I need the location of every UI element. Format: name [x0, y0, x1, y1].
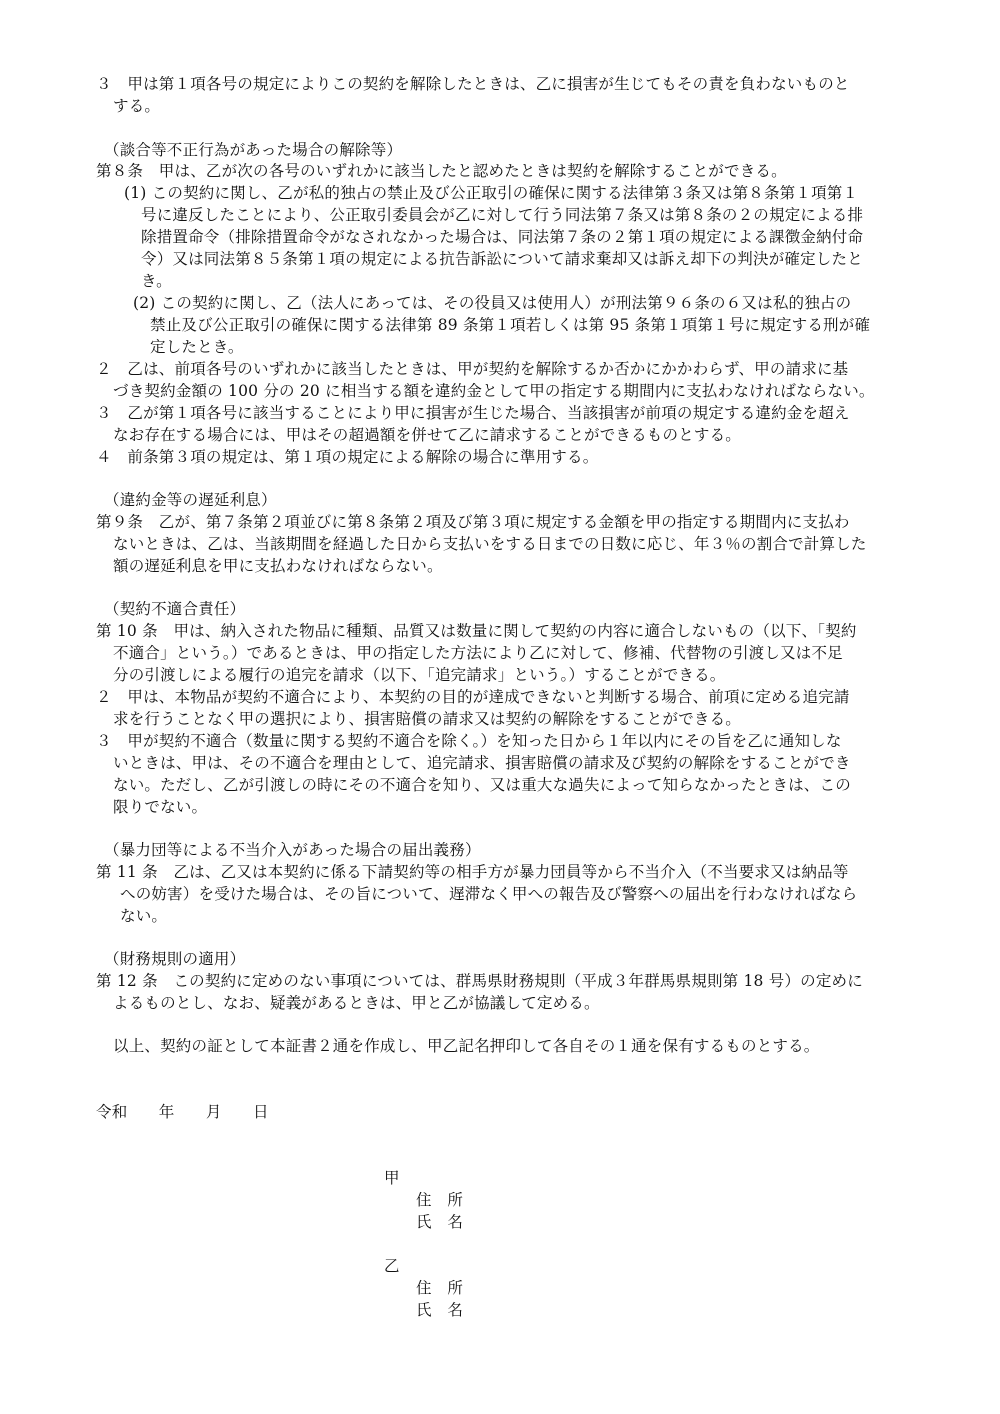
clause-10-paragraph-3: ３ 甲が契約不適合（数量に関する契約不適合を除く。）を知った日から１年以内にその旨を乙に通知しな [96, 732, 842, 750]
clause-7-paragraph-3-cont: する。 [113, 97, 161, 115]
clause-10-paragraph-3-cont: いときは、甲は、その不適合を理由として、追完請求、損害賠償の請求及び契約の解除をすることができ [113, 754, 851, 772]
clause-8-item-1: (1) この契約に関し、乙が私的独占の禁止及び公正取引の確保に関する法律第３条又は第８条第１項第１ [124, 184, 859, 202]
party-a-address-label: 住 所 [416, 1191, 464, 1209]
clause-10-text-cont: 分の引渡しによる履行の追完を請求（以下、「追完請求」という。）することができる。 [113, 666, 726, 684]
clause-10-paragraph-3-cont: ない。ただし、乙が引渡しの時にその不適合を知り、又は重大な過失によって知らなかったときは、この [113, 776, 851, 794]
party-b-address-label: 住 所 [416, 1279, 464, 1297]
clause-11-text-cont: ない。 [120, 907, 168, 925]
clause-8-paragraph-3: ３ 乙が第１項各号に該当することにより甲に損害が生じた場合、当該損害が前項の規定する違約金を超え [96, 404, 850, 422]
party-b-label: 乙 [384, 1257, 400, 1275]
clause-8-paragraph-2-cont: づき契約金額の 100 分の 20 に相当する額を違約金として甲の指定する期間内に支払わなければならない。 [113, 382, 875, 400]
clause-8-item-2: (2) この契約に関し、乙（法人にあっては、その役員又は使用人）が刑法第９６条の６又は私的独占の [133, 294, 852, 312]
clause-9-text-cont: ないときは、乙は、当該期間を経過した日から支払いをする日までの日数に応じ、年３％の割合で計算した [113, 535, 867, 553]
clause-11-heading: （暴力団等による不当介入があった場合の届出義務） [104, 841, 481, 859]
party-a-name-label: 氏 名 [416, 1213, 464, 1231]
clause-8-paragraph-2: ２ 乙は、前項各号のいずれかに該当したときは、甲が契約を解除するか否かにかかわらず、甲の請求に基 [96, 360, 849, 378]
clause-8-item-1-cont: 令）又は同法第８５条第１項の規定による抗告訴訟について請求棄却又は訴え却下の判決が確定したと [141, 250, 863, 268]
clause-8-item-1-cont: き。 [141, 272, 172, 290]
date-line: 令和 年 月 日 [96, 1103, 269, 1121]
clause-10-paragraph-2-cont: 求を行うことなく甲の選択により、損害賠償の請求又は契約の解除をすることができる。 [113, 710, 742, 728]
clause-11-text: 第 11 条 乙は、乙又は本契約に係る下請契約等の相手方が暴力団員等から不当介入（不当要求又は納品等 [96, 863, 849, 881]
clause-9-text: 第９条 乙が、第７条第２項並びに第８条第２項及び第３項に規定する金額を甲の指定する期間内に支払わ [96, 513, 850, 531]
clause-8-paragraph-3-cont: なお存在する場合には、甲はその超過額を併せて乙に請求することができるものとする。 [113, 426, 742, 444]
clause-8-item-2-cont: 禁止及び公正取引の確保に関する法律第 89 条第１項若しくは第 95 条第１項第１号に規定する刑が確 [150, 316, 871, 334]
clause-9-heading: （違約金等の遅延利息） [104, 491, 277, 509]
clause-12-text-cont: よるものとし、なお、疑義があるときは、甲と乙が協議して定める。 [113, 994, 600, 1012]
clause-8-text: 第８条 甲は、乙が次の各号のいずれかに該当したと認めたときは契約を解除することができる。 [96, 162, 787, 180]
clause-8-paragraph-4: ４ 前条第３項の規定は、第１項の規定による解除の場合に準用する。 [96, 448, 599, 466]
clause-10-text: 第 10 条 甲は、納入された物品に種類、品質又は数量に関して契約の内容に適合しないもの（以下、「契約 [96, 622, 857, 640]
clause-10-heading: （契約不適合責任） [104, 600, 246, 618]
clause-12-text: 第 12 条 この契約に定めのない事項については、群馬県財務規則（平成３年群馬県規則第 18 号）の定めに [96, 972, 863, 990]
party-a-label: 甲 [384, 1169, 400, 1187]
clause-8-item-2-cont: 定したとき。 [150, 338, 244, 356]
clause-7-paragraph-3: ３ 甲は第１項各号の規定によりこの契約を解除したときは、乙に損害が生じてもその責を負わないものと [96, 75, 850, 93]
clause-10-text-cont: 不適合」という。）であるときは、甲の指定した方法により乙に対して、修補、代替物の引渡し又は不足 [113, 644, 843, 662]
clause-11-text-cont: への妨害）を受けた場合は、その旨について、遅滞なく甲への報告及び警察への届出を行わなければなら [120, 885, 858, 903]
clause-10-paragraph-2: ２ 甲は、本物品が契約不適合により、本契約の目的が達成できないと判断する場合、前項に定める追完請 [96, 688, 850, 706]
closing-statement: 以上、契約の証として本証書２通を作成し、甲乙記名押印して各自その１通を保有するものとする。 [113, 1037, 820, 1055]
clause-10-paragraph-3-cont: 限りでない。 [113, 798, 208, 816]
clause-8-heading: （談合等不正行為があった場合の解除等） [104, 141, 403, 159]
clause-12-heading: （財務規則の適用） [104, 950, 246, 968]
party-b-name-label: 氏 名 [416, 1301, 464, 1319]
clause-9-text-cont: 額の遅延利息を甲に支払わなければならない。 [113, 557, 443, 575]
clause-8-item-1-cont: 除措置命令（排除措置命令がなされなかった場合は、同法第７条の２第１項の規定による課徴金納付命 [141, 228, 864, 246]
clause-8-item-1-cont: 号に違反したことにより、公正取引委員会が乙に対して行う同法第７条又は第８条の２の規定による排 [141, 206, 864, 224]
